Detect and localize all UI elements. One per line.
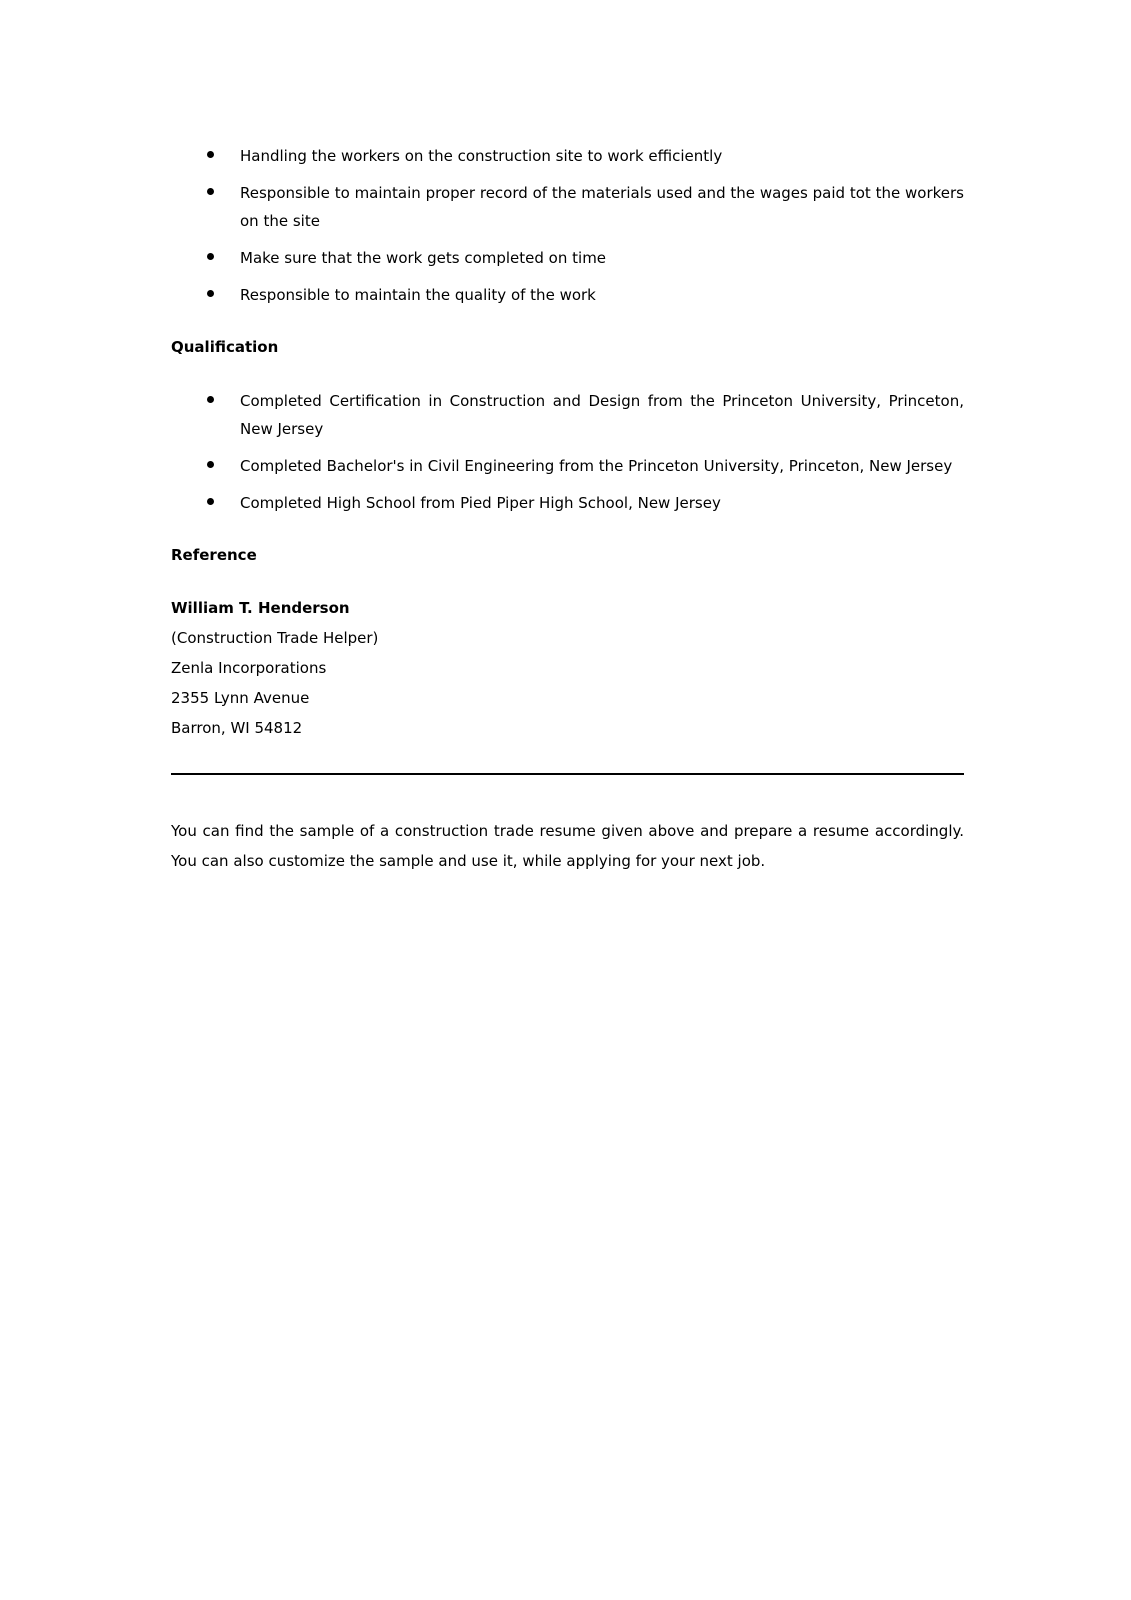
list-item: Completed Bachelor's in Civil Engineering from the Princeton University, Princeton, New Jersey <box>171 452 964 480</box>
bullet-icon <box>207 253 214 260</box>
bullet-icon <box>207 290 214 297</box>
list-item: Completed Certification in Construction and Design from the Princeton University, Princeton, New Jersey <box>171 387 964 443</box>
closing-paragraph: You can find the sample of a construction trade resume given above and prepare a resume accordingly. You can also customize the sample and use it, while applying for your next job. <box>171 822 964 870</box>
reference-heading: Reference <box>171 546 257 564</box>
bullet-icon <box>207 151 214 158</box>
list-item: Responsible to maintain proper record of the materials used and the wages paid tot the workers on the site <box>171 179 964 235</box>
qualification-list <box>171 387 964 517</box>
reference-city: Barron, WI 54812 <box>171 719 303 737</box>
page-content <box>171 142 964 891</box>
reference-name: William T. Henderson <box>171 599 350 617</box>
reference-role: (Construction Trade Helper) <box>171 629 379 647</box>
responsibilities-list <box>171 142 964 309</box>
bullet-icon <box>207 188 214 195</box>
list-item: Handling the workers on the construction site to work efficiently <box>171 142 964 170</box>
bullet-icon <box>207 498 214 505</box>
reference-street: 2355 Lynn Avenue <box>171 689 310 707</box>
reference-block <box>171 593 964 743</box>
bullet-icon <box>207 396 214 403</box>
list-item: Responsible to maintain the quality of the work <box>171 281 964 309</box>
reference-company: Zenla Incorporations <box>171 659 327 677</box>
horizontal-divider <box>171 773 964 775</box>
bullet-icon <box>207 461 214 468</box>
list-item: Make sure that the work gets completed on time <box>171 244 964 272</box>
qualification-heading: Qualification <box>171 338 279 356</box>
list-item: Completed High School from Pied Piper High School, New Jersey <box>171 489 964 517</box>
